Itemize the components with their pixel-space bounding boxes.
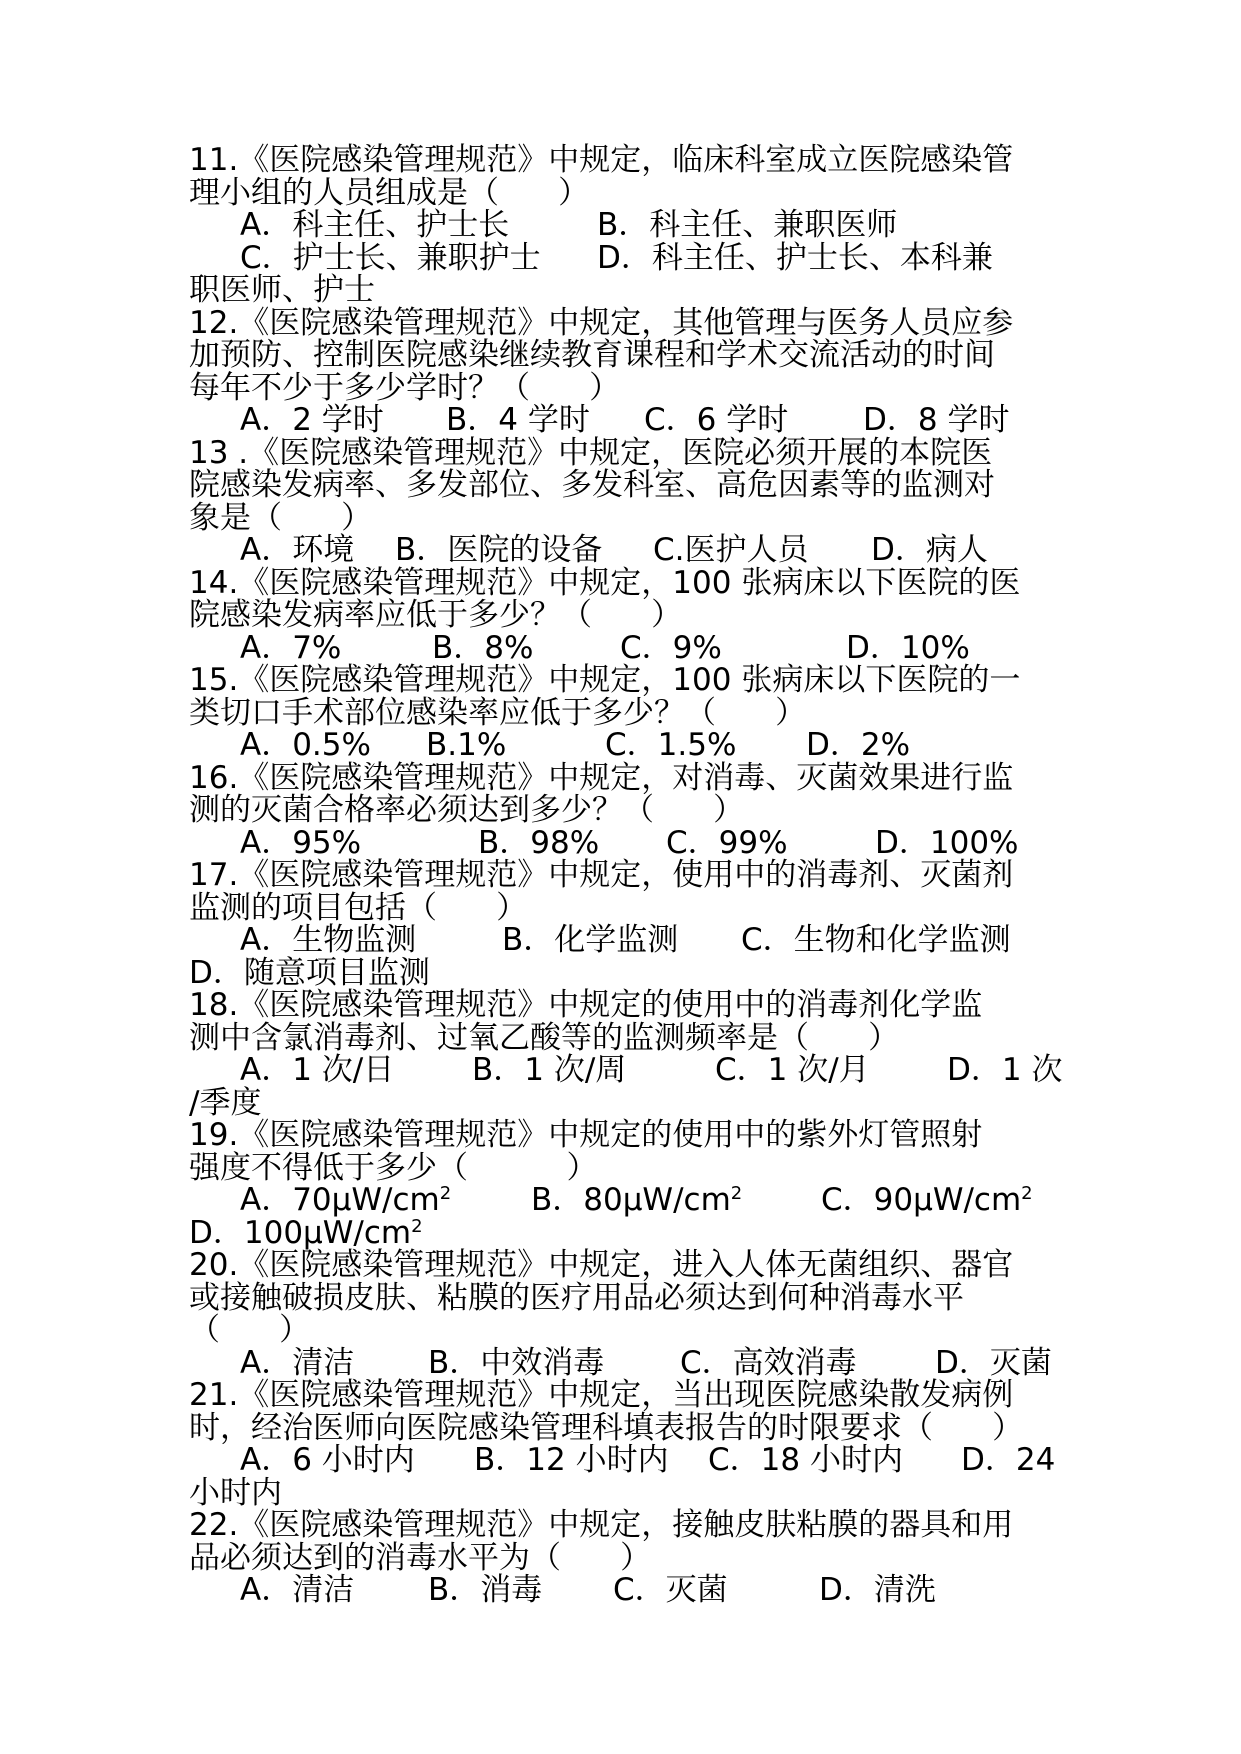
question-stem: 象是（ ） [189, 499, 373, 536]
question-stem: 21.《医院感染管理规范》中规定，当出现医院感染散发病例 [189, 1377, 1014, 1413]
option: A．2 学时 [240, 402, 384, 438]
option: B．12 小时内 [474, 1442, 669, 1478]
question-21 [189, 1379, 1071, 1509]
option: A．环境 [240, 532, 355, 568]
option: D．2% [806, 727, 911, 763]
option: D．清洗 [819, 1572, 936, 1608]
option-row [189, 629, 1071, 666]
question-stem: 时，经治医师向医院感染管理科填表报告的时限要求（ ） [189, 1409, 1024, 1446]
superscript: 2 [730, 1183, 743, 1204]
option: C．1 次/月 [715, 1052, 870, 1088]
option: B．98% [478, 824, 600, 861]
question-stem: 强度不得低于多少（ ） [189, 1149, 598, 1186]
option: D．灭菌 [935, 1344, 1052, 1381]
option [821, 1184, 1033, 1217]
option-row [189, 1574, 1071, 1607]
question-stem: 17.《医院感染管理规范》中规定，使用中的消毒剂、灭菌剂 [189, 857, 1014, 893]
question-18 [189, 989, 1071, 1119]
option: D．10% [846, 629, 970, 666]
question-16 [189, 759, 1071, 861]
question-stem: 院感染发病率、多发部位、多发科室、高危因素等的监测对 [189, 467, 995, 503]
superscript: 2 [411, 1215, 423, 1237]
option-row [189, 534, 1071, 567]
question-stem: 每年不少于多少学时？（ ） [189, 369, 621, 406]
option-row [189, 1054, 1071, 1087]
question-stem: 22.《医院感染管理规范》中规定，接触皮肤粘膜的器具和用 [189, 1507, 1014, 1543]
option-row [189, 1184, 1071, 1217]
option: A．清洁 [240, 1344, 355, 1381]
option: C．9% [620, 629, 722, 666]
question-17 [189, 859, 1071, 989]
option: C．18 小时内 [708, 1442, 903, 1478]
question-22 [189, 1509, 1071, 1607]
option: B．消毒 [428, 1572, 543, 1608]
option-text: A．70μW/cm [240, 1182, 440, 1218]
option: C．99% [666, 824, 788, 861]
option-row [189, 1444, 1071, 1477]
option-row [189, 824, 1071, 861]
option: B．科主任、兼职医师 [597, 207, 898, 243]
question-12 [189, 304, 1071, 438]
question-stem: 20.《医院感染管理规范》中规定，进入人体无菌组织、器官 [189, 1247, 1014, 1283]
option-text: B．80μW/cm [531, 1182, 731, 1218]
question-19 [189, 1119, 1071, 1249]
option [531, 1184, 821, 1217]
option-continuation: D．随意项目监测 [189, 954, 430, 991]
option-row [189, 924, 1071, 957]
option: D．8 学时 [863, 402, 1010, 438]
option-text: D．100μW/cm [189, 1214, 412, 1251]
question-stem: 加预防、控制医院感染继续教育课程和学术交流活动的时间 [189, 337, 995, 373]
option: B．8% [432, 629, 534, 666]
question-stem: 14.《医院感染管理规范》中规定，100 张病床以下医院的医 [189, 564, 1021, 601]
option-continuation [189, 1214, 1071, 1251]
option: C．高效消毒 [680, 1344, 857, 1381]
option-row [189, 404, 1071, 437]
option-row [189, 1344, 1071, 1381]
question-stem: 品必须达到的消毒水平为（ ） [189, 1539, 652, 1576]
question-stem: 或接触破损皮肤、粘膜的医疗用品必须达到何种消毒水平 [189, 1279, 964, 1316]
question-13 [189, 434, 1071, 568]
question-list [189, 144, 1071, 1607]
question-stem: 13 .《医院感染管理规范》中规定，医院必须开展的本院医 [189, 434, 993, 471]
option: C．生物和化学监测 [741, 922, 1011, 958]
question-stem: 11.《医院感染管理规范》中规定，临床科室成立医院感染管 [189, 142, 1014, 178]
option-row [189, 729, 1071, 762]
question-11 [189, 144, 1071, 307]
superscript: 2 [1021, 1183, 1033, 1204]
option: D．1 次 [947, 1052, 1063, 1088]
option: B.1% [426, 727, 507, 763]
option-continuation: /季度 [189, 1084, 262, 1121]
option-text: C．90μW/cm [821, 1182, 1022, 1218]
option: A．生物监测 [240, 922, 417, 958]
option: C．6 学时 [644, 402, 789, 438]
option: B．4 学时 [446, 402, 590, 438]
question-stem: 19.《医院感染管理规范》中规定的使用中的紫外灯管照射 [189, 1117, 983, 1153]
question-stem: 测的灭菌合格率必须达到多少？（ ） [189, 792, 745, 828]
option: D．100% [875, 824, 1019, 861]
option-continuation: 小时内 [189, 1474, 282, 1511]
option: B．中效消毒 [428, 1344, 605, 1381]
option: D．病人 [871, 532, 988, 568]
question-stem: 测中含氯消毒剂、过氧乙酸等的监测频率是（ ） [189, 1019, 900, 1056]
question-stem: 16.《医院感染管理规范》中规定，对消毒、灭菌效果进行监 [189, 759, 1014, 796]
option: A．6 小时内 [240, 1442, 415, 1478]
option-continuation: 职医师、护士 [189, 272, 375, 308]
question-stem: 院感染发病率应低于多少？（ ） [189, 597, 683, 633]
question-20 [189, 1249, 1071, 1379]
option: B．1 次/周 [472, 1052, 627, 1088]
option-row [189, 239, 1071, 276]
superscript: 2 [439, 1183, 452, 1204]
option: A．1 次/日 [240, 1052, 395, 1088]
option: C.医护人员 [653, 532, 809, 568]
option: A．0.5% [240, 727, 371, 763]
question-stem: （ ） [189, 1312, 311, 1348]
option: A．清洁 [240, 1572, 355, 1608]
question-stem: 18.《医院感染管理规范》中规定的使用中的消毒剂化学监 [189, 987, 983, 1023]
option: B．化学监测 [502, 922, 679, 958]
question-14 [189, 564, 1071, 666]
option: C．护士长、兼职护士 [240, 239, 541, 276]
option: A．7% [240, 629, 342, 666]
option-row [189, 209, 1071, 242]
option: A．95% [240, 824, 362, 861]
option: D．24 [961, 1442, 1056, 1478]
option [240, 1184, 531, 1217]
question-stem: 12.《医院感染管理规范》中规定，其他管理与医务人员应参 [189, 304, 1014, 341]
question-stem: 理小组的人员组成是（ ） [189, 174, 590, 211]
question-15 [189, 664, 1071, 762]
option: C．灭菌 [613, 1572, 728, 1608]
option: D．科主任、护士长、本科兼 [597, 239, 993, 276]
question-stem: 类切口手术部位感染率应低于多少？（ ） [189, 694, 807, 731]
question-stem: 15.《医院感染管理规范》中规定，100 张病床以下医院的一 [189, 662, 1021, 698]
option: B．医院的设备 [395, 532, 603, 568]
option: A．科主任、护士长 [240, 207, 510, 243]
option: C．1.5% [605, 727, 737, 763]
question-stem: 监测的项目包括（ ） [189, 889, 528, 926]
